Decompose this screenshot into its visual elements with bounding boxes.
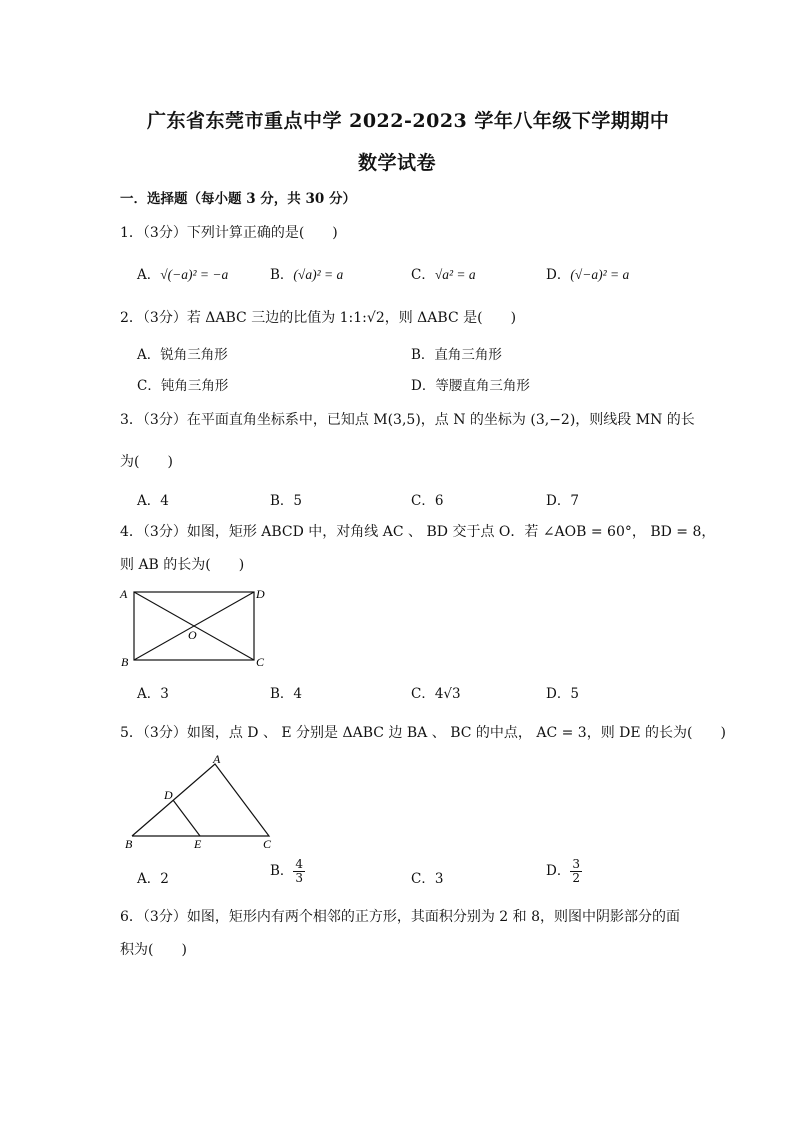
label-b: B xyxy=(121,655,129,669)
question-3-stem-line2: 为( ) xyxy=(120,454,173,470)
label-e: E xyxy=(194,837,202,851)
option-formula: √(−a)² = −a xyxy=(160,267,229,282)
fraction xyxy=(570,858,582,885)
fraction xyxy=(293,858,305,885)
question-6-stem-line2: 积为( ) xyxy=(120,942,187,958)
label-d: D xyxy=(164,788,173,802)
question-3-stem-line1: 3．（3分）在平面直角坐标系中，已知点 M(3,5)，点 N 的坐标为 (3,−2)，则线段 MN 的长 xyxy=(120,412,695,428)
option-label: B． xyxy=(270,863,294,879)
denominator: 3 xyxy=(295,871,304,885)
label-a: A xyxy=(213,752,221,766)
question-1-option-c xyxy=(411,263,476,283)
question-2-stem: 2．（3分）若 ΔABC 三边的比值为 1:1:√2，则 ΔABC 是( ) xyxy=(120,310,517,326)
question-5-option-a: A．2 xyxy=(137,871,169,887)
question-5-option-d xyxy=(546,858,582,885)
label-a: A xyxy=(120,587,128,601)
question-6-stem-line1: 6．（3分）如图，矩形内有两个相邻的正方形，其面积分别为 2 和 8，则图中阴影部分的面 xyxy=(120,909,680,925)
question-4-stem-line2: 则 AB 的长为( ) xyxy=(120,557,245,573)
numerator: 3 xyxy=(572,857,580,871)
question-4-stem-line1: 4．（3分）如图，矩形 ABCD 中，对角线 AC 、 BD 交于点 O．若 ∠AOB = 60°， BD = 8， xyxy=(120,524,716,540)
denominator: 2 xyxy=(572,871,580,885)
option-label: C． xyxy=(411,267,435,283)
option-label: B． xyxy=(270,267,294,283)
question-4-option-c: C．4√3 xyxy=(411,686,461,702)
label-b: B xyxy=(125,837,133,851)
label-d: D xyxy=(256,587,265,601)
question-2-option-d: D．等腰直角三角形 xyxy=(411,378,530,394)
rectangle-figure xyxy=(115,582,275,674)
label-o: O xyxy=(188,628,197,642)
question-3-option-a: A．4 xyxy=(137,493,169,509)
question-4-option-a: A．3 xyxy=(137,686,169,702)
question-2-option-a: A．锐角三角形 xyxy=(137,347,228,363)
label-c: C xyxy=(256,655,265,669)
question-5-stem: 5．（3分）如图，点 D 、 E 分别是 ΔABC 边 BA 、 BC 的中点， AC = 3，则 DE 的长为( ) xyxy=(120,725,726,741)
section-header: 一．选择题（每小题 3 分，共 30 分） xyxy=(120,191,356,207)
triangle-figure xyxy=(118,750,283,852)
option-label: D． xyxy=(546,267,571,283)
question-1-option-a xyxy=(137,263,228,283)
question-1-option-b xyxy=(270,263,343,283)
option-label: D． xyxy=(546,863,571,879)
page-title: 广东省东莞市重点中学 2022-2023 学年八年级下学期期中 xyxy=(147,110,670,132)
question-4-option-d: D．5 xyxy=(546,686,579,702)
question-2-option-b: B．直角三角形 xyxy=(411,347,502,363)
question-3-option-c: C．6 xyxy=(411,493,444,509)
question-1-stem: 1．（3分）下列计算正确的是( ) xyxy=(120,225,338,241)
option-formula: √a² = a xyxy=(434,267,476,282)
question-2-option-c: C．钝角三角形 xyxy=(137,378,229,394)
question-5-option-c: C．3 xyxy=(411,871,444,887)
option-label: A． xyxy=(137,267,161,283)
numerator: 4 xyxy=(295,857,304,871)
triangle-abc xyxy=(132,764,269,836)
label-c: C xyxy=(263,837,272,851)
question-5-option-b xyxy=(270,858,305,885)
option-formula: (√−a)² = a xyxy=(570,267,630,282)
question-1-option-d xyxy=(546,263,629,283)
option-formula: (√a)² = a xyxy=(293,267,344,282)
question-4-option-b: B．4 xyxy=(270,686,303,702)
question-3-option-d: D．7 xyxy=(546,493,579,509)
page-subtitle: 数学试卷 xyxy=(358,152,437,174)
question-3-option-b: B．5 xyxy=(270,493,303,509)
segment-de xyxy=(173,800,200,836)
